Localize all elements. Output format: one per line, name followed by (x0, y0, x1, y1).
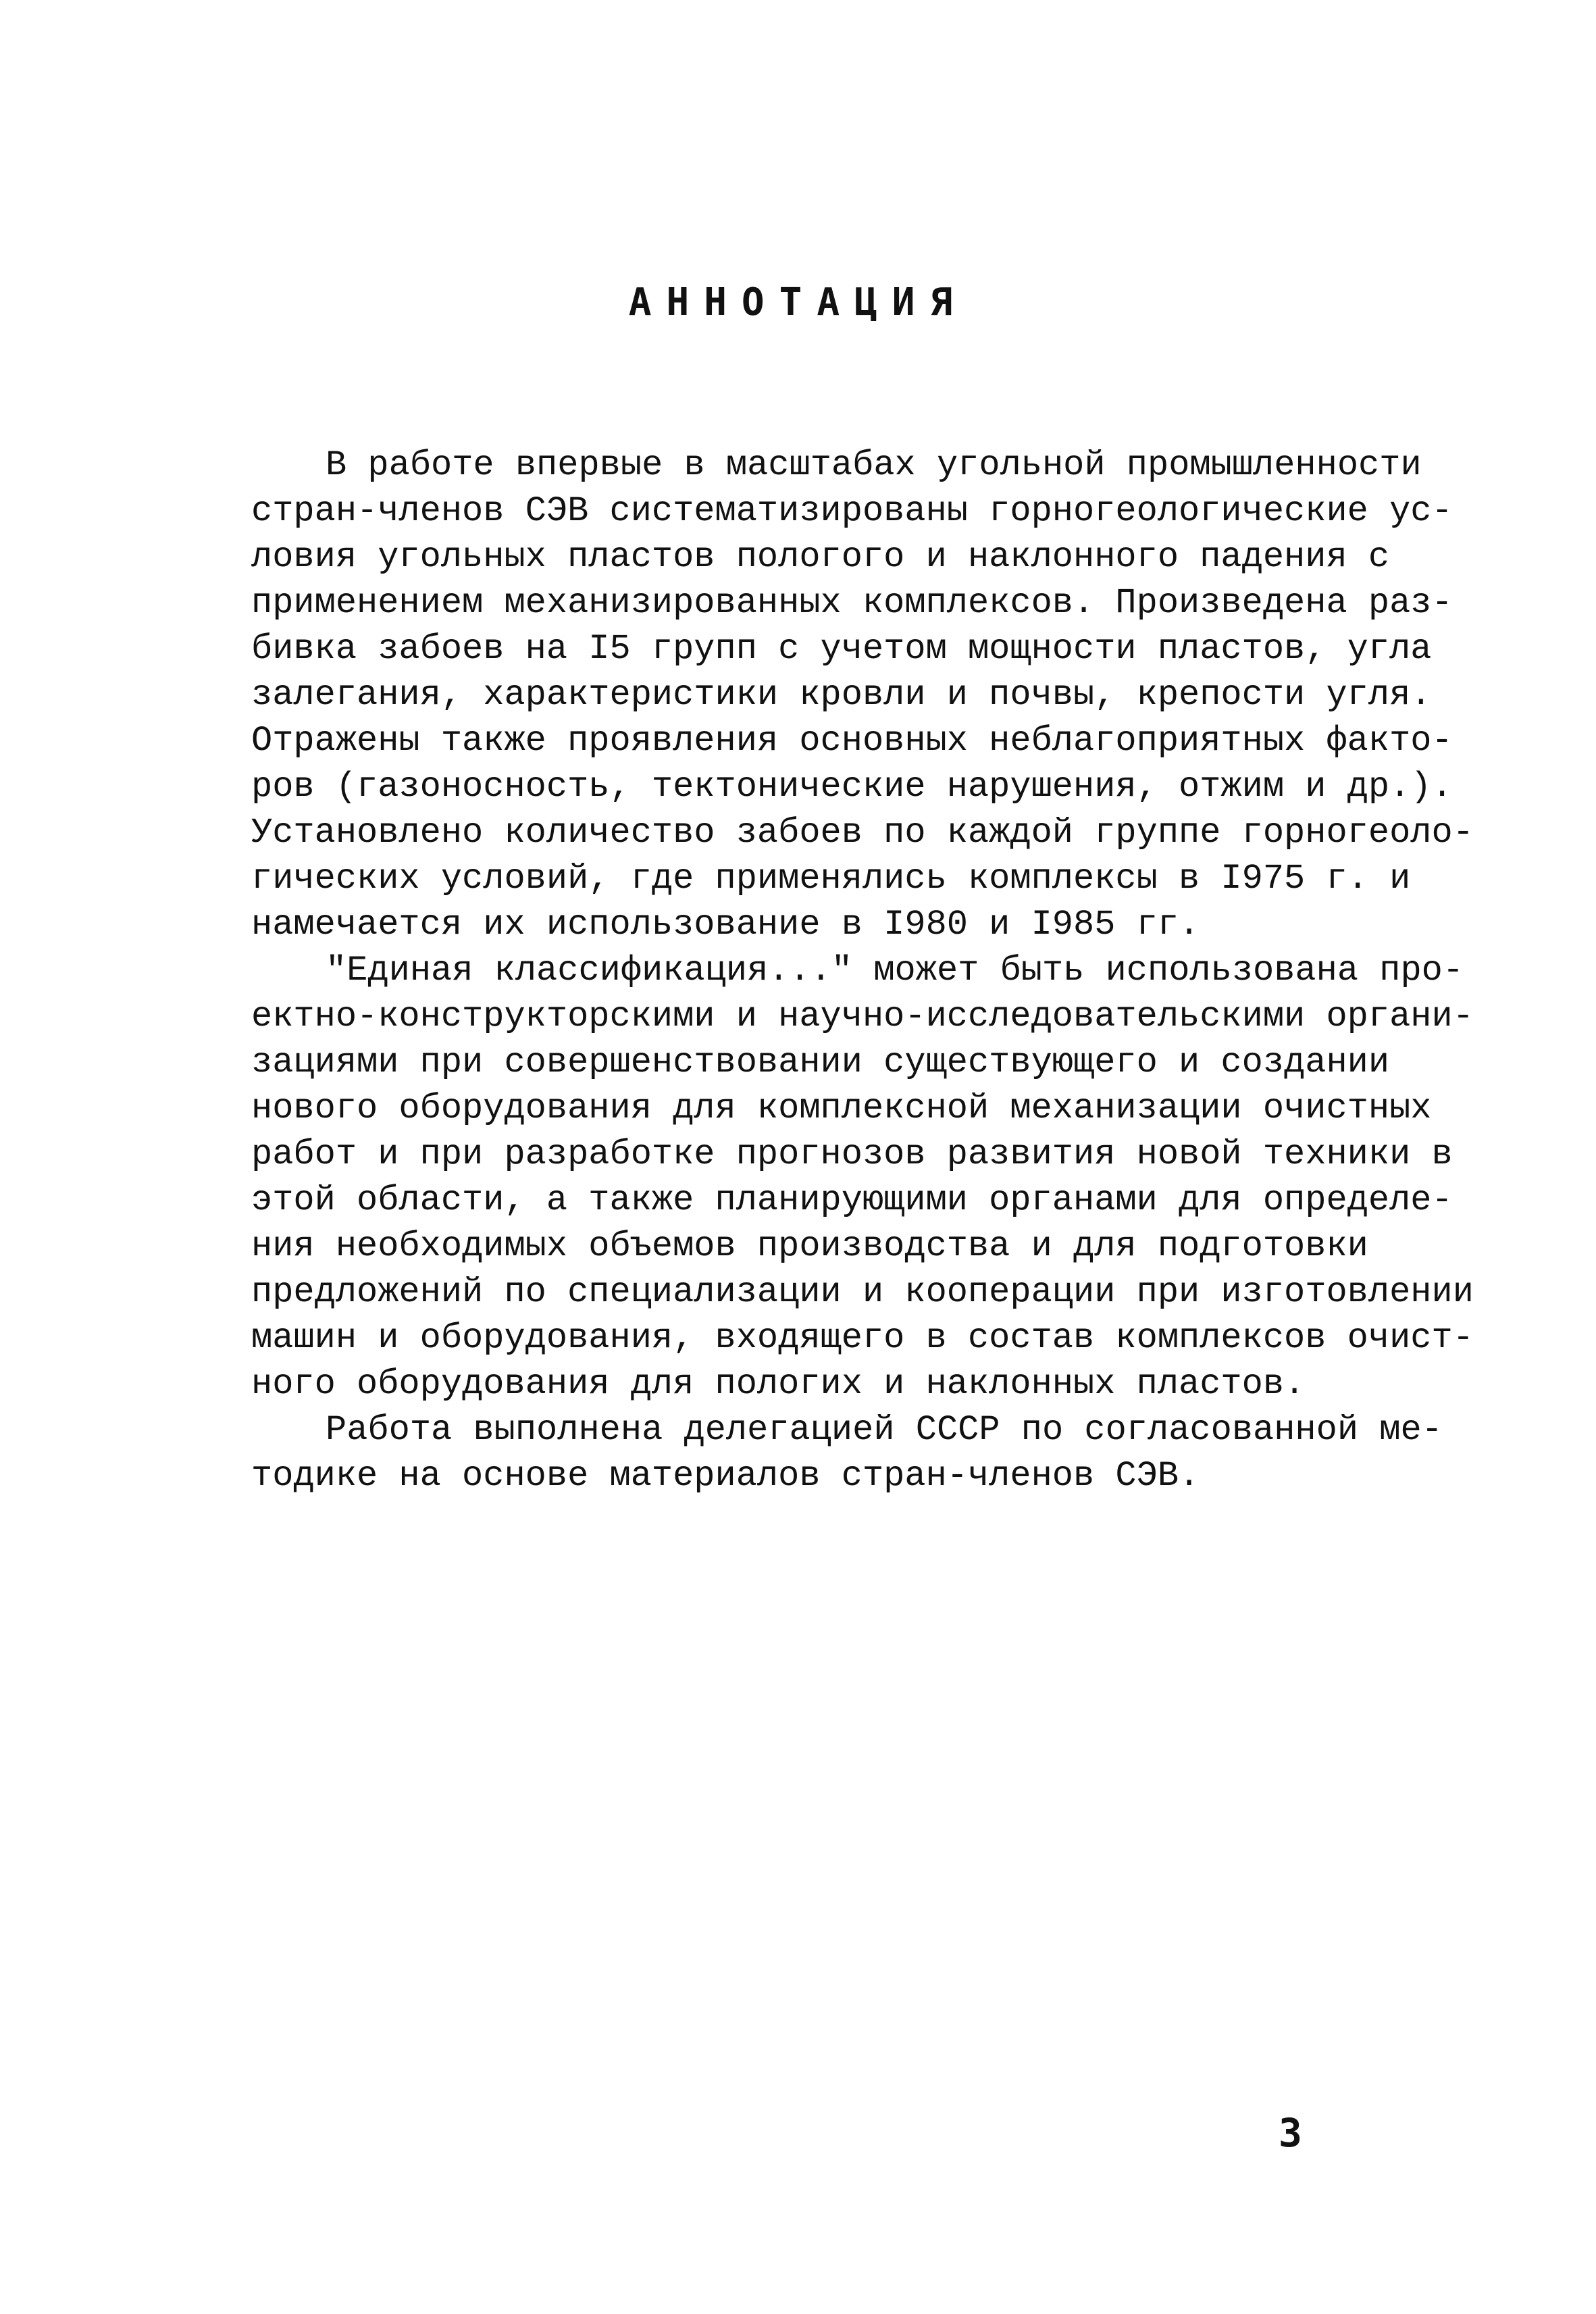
text-line: стран-членов СЭВ систематизированы горногеологические ус- (251, 491, 1453, 531)
text-line: работ и при разработке прогнозов развития новой техники в (251, 1134, 1453, 1174)
text-line: машин и оборудования, входящего в состав комплексов очист- (251, 1318, 1474, 1358)
paragraph-1 (251, 443, 1474, 948)
text-line: ров (газоносность, тектонические нарушения, отжим и др.). (251, 767, 1453, 807)
text-line: "Единая классификация..." может быть использована про- (326, 951, 1464, 990)
text-line: этой области, а также планирующими органами для определе- (251, 1180, 1453, 1220)
text-line: тодике на основе материалов стран-членов СЭВ. (251, 1456, 1200, 1496)
text-line: бивка забоев на I5 групп с учетом мощности пластов, угла (251, 629, 1432, 669)
text-line: зациями при совершенствовании существующего и создании (251, 1042, 1390, 1082)
text-line: Установлено количество забоев по каждой группе горногеоло- (251, 813, 1474, 853)
text-line: применением механизированных комплексов. Произведена раз- (251, 583, 1453, 623)
text-line: ного оборудования для пологих и наклонных пластов. (251, 1364, 1306, 1404)
text-line: гических условий, где применялись комплексы в I975 г. и (251, 859, 1411, 899)
text-line: намечается их использование в I980 и I985 гг. (251, 905, 1200, 945)
page-title: АННОТАЦИЯ (628, 280, 968, 324)
page-number: 3 (1279, 2110, 1302, 2156)
paragraph-3 (251, 1407, 1443, 1499)
text-line: залегания, характеристики кровли и почвы, крепости угля. (251, 675, 1432, 715)
text-line: предложений по специализации и кооперации при изготовлении (251, 1272, 1474, 1312)
text-line: ния необходимых объемов производства и для подготовки (251, 1226, 1368, 1266)
text-line: В работе впервые в масштабах угольной промышленности (326, 445, 1422, 485)
text-line: Отражены также проявления основных неблагоприятных факто- (251, 721, 1453, 761)
paragraph-2 (251, 948, 1474, 1407)
annotation-body (251, 443, 1474, 1499)
text-line: ловия угольных пластов пологого и наклонного падения с (251, 537, 1390, 577)
text-line: Работа выполнена делегацией СССР по согласованной ме- (326, 1410, 1443, 1450)
text-line: ектно-конструкторскими и научно-исследовательскими органи- (251, 997, 1474, 1036)
text-line: нового оборудования для комплексной механизации очистных (251, 1088, 1432, 1128)
